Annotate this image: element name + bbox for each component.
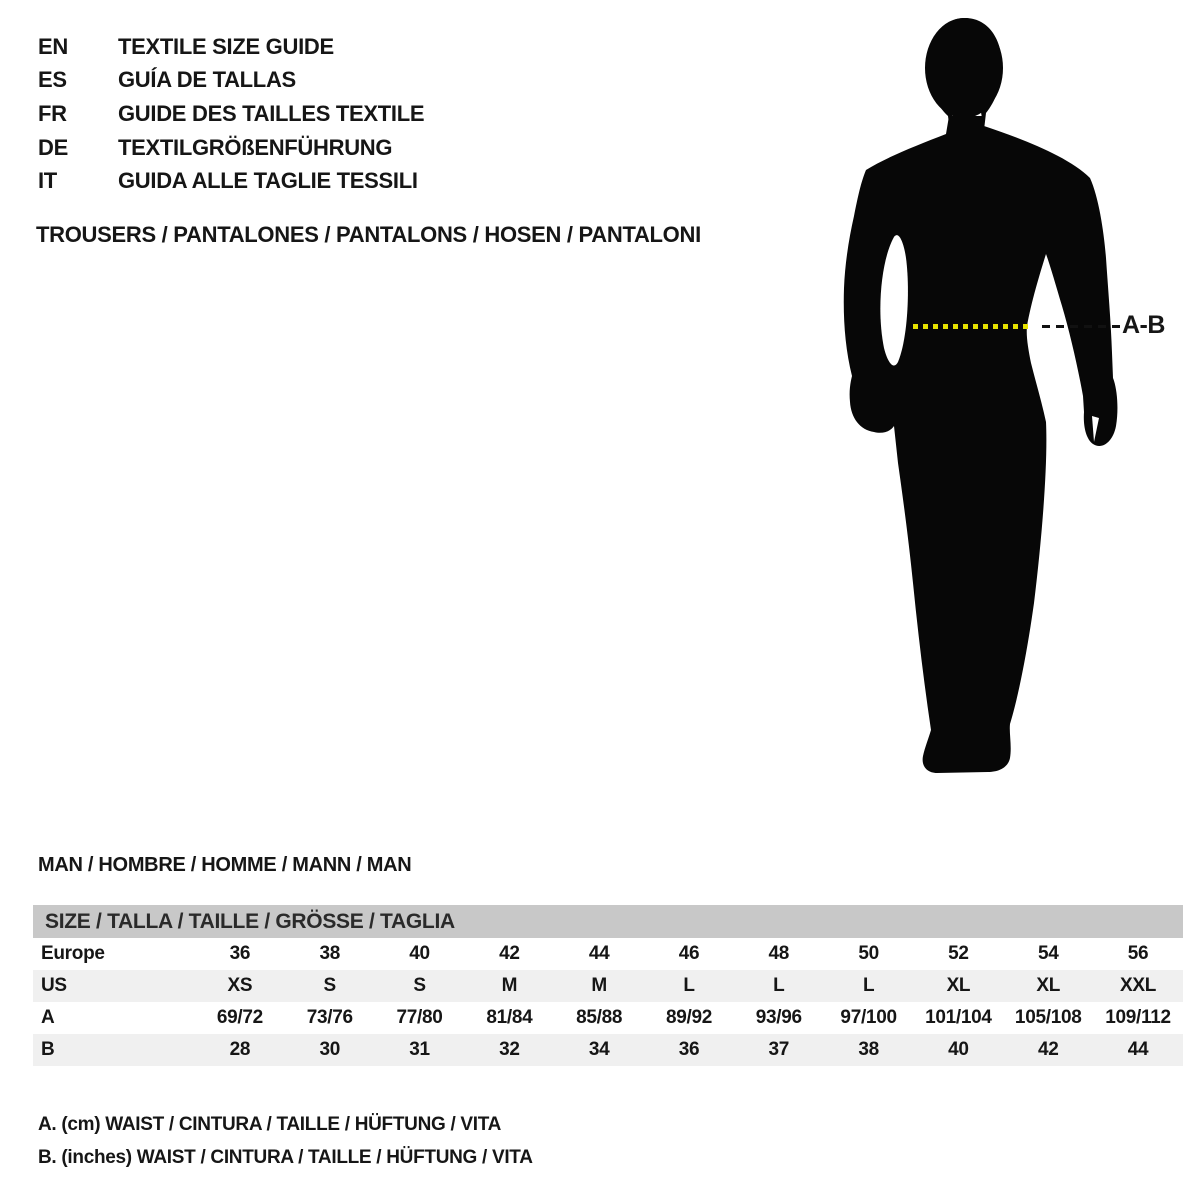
row-label: Europe bbox=[41, 943, 105, 964]
lang-code: EN bbox=[38, 33, 68, 59]
table-cell: 93/96 bbox=[755, 1007, 802, 1028]
table-cell: S bbox=[413, 975, 426, 996]
table-cell: 42 bbox=[1037, 1039, 1059, 1060]
table-row-us bbox=[33, 970, 1183, 1002]
waist-measure-label: A-B bbox=[1122, 311, 1165, 339]
table-cell: 52 bbox=[948, 943, 969, 964]
table-cell: 77/80 bbox=[396, 1007, 443, 1028]
table-row-europe bbox=[33, 938, 1183, 970]
size-table bbox=[33, 905, 1183, 1066]
table-cell: 37 bbox=[768, 1039, 790, 1060]
lang-row-es bbox=[38, 64, 424, 98]
table-cell: L bbox=[862, 975, 875, 996]
table-cell: S bbox=[323, 975, 336, 996]
table-cell: XL bbox=[1036, 975, 1061, 996]
table-cell: 85/88 bbox=[576, 1007, 623, 1028]
table-cell: 42 bbox=[499, 943, 520, 964]
table-cell: 44 bbox=[588, 943, 610, 964]
lang-label: GUIDE DES TAILLES TEXTILE bbox=[118, 100, 425, 126]
man-silhouette-figure bbox=[840, 18, 1130, 778]
table-cell: L bbox=[773, 975, 785, 996]
table-cell: 32 bbox=[499, 1039, 520, 1060]
table-cell: 109/112 bbox=[1105, 1007, 1171, 1028]
lang-code: FR bbox=[38, 100, 67, 126]
lang-code: IT bbox=[38, 168, 57, 194]
table-cell: 105/108 bbox=[1014, 1007, 1082, 1028]
table-cell: M bbox=[591, 975, 607, 996]
lang-row-it bbox=[38, 164, 424, 198]
table-cell: 38 bbox=[319, 943, 340, 964]
table-cell: 81/84 bbox=[486, 1007, 533, 1028]
footnote-a: A. (cm) WAIST / CINTURA / TAILLE / HÜFTUNG / VITA bbox=[38, 1114, 502, 1135]
table-cell: 34 bbox=[588, 1039, 610, 1060]
lang-row-en bbox=[38, 30, 424, 64]
row-label: B bbox=[41, 1039, 55, 1060]
waist-dotted-line bbox=[913, 324, 1030, 329]
waist-dashed-line bbox=[1042, 325, 1120, 328]
table-cell: 89/92 bbox=[665, 1007, 712, 1028]
table-cell: 31 bbox=[409, 1039, 430, 1060]
table-cell: L bbox=[683, 975, 695, 996]
row-label: A bbox=[41, 1007, 55, 1028]
lang-label: TEXTILE SIZE GUIDE bbox=[118, 33, 334, 59]
table-cell: 40 bbox=[948, 1039, 969, 1060]
man-silhouette-svg bbox=[840, 18, 1130, 778]
size-table-header-label: SIZE / TALLA / TAILLE / GRÖSSE / TAGLIA bbox=[45, 909, 455, 933]
lang-code: ES bbox=[38, 67, 67, 93]
table-cell: 73/76 bbox=[306, 1007, 353, 1028]
language-title-block bbox=[38, 30, 424, 198]
table-row-b-inches bbox=[33, 1034, 1183, 1066]
footnote-b: B. (inches) WAIST / CINTURA / TAILLE / HÜFTUNG / VITA bbox=[38, 1147, 533, 1168]
table-cell: 69/72 bbox=[216, 1007, 263, 1028]
category-title: TROUSERS / PANTALONES / PANTALONS / HOSEN / PANTALONI bbox=[36, 222, 701, 247]
table-cell: 40 bbox=[409, 943, 430, 964]
table-cell: 46 bbox=[678, 943, 700, 964]
lang-label: GUIDA ALLE TAGLIE TESSILI bbox=[118, 168, 418, 194]
lang-row-de bbox=[38, 131, 424, 165]
table-cell: 50 bbox=[858, 943, 879, 964]
lang-row-fr bbox=[38, 97, 424, 131]
table-cell: 36 bbox=[229, 943, 251, 964]
lang-code: DE bbox=[38, 134, 68, 160]
table-cell: 28 bbox=[229, 1039, 251, 1060]
table-cell: XL bbox=[946, 975, 971, 996]
table-cell: XS bbox=[227, 975, 253, 996]
table-cell: XXL bbox=[1120, 975, 1157, 996]
table-cell: 54 bbox=[1037, 943, 1059, 964]
table-cell: 44 bbox=[1127, 1039, 1149, 1060]
size-table-header bbox=[33, 905, 1183, 938]
table-cell: M bbox=[501, 975, 518, 996]
table-cell: 48 bbox=[768, 943, 790, 964]
lang-label: GUÍA DE TALLAS bbox=[118, 67, 296, 93]
table-row-a-cm bbox=[33, 1002, 1183, 1034]
table-cell: 38 bbox=[858, 1039, 879, 1060]
table-cell: 56 bbox=[1127, 943, 1149, 964]
section-title: MAN / HOMBRE / HOMME / MANN / MAN bbox=[38, 854, 412, 876]
table-cell: 97/100 bbox=[840, 1007, 897, 1028]
table-cell: 101/104 bbox=[925, 1007, 992, 1028]
lang-label: TEXTILGRÖßENFÜHRUNG bbox=[118, 134, 393, 160]
footnotes bbox=[38, 1108, 533, 1174]
table-cell: 36 bbox=[678, 1039, 700, 1060]
row-label: US bbox=[41, 975, 67, 996]
table-cell: 30 bbox=[319, 1039, 340, 1060]
